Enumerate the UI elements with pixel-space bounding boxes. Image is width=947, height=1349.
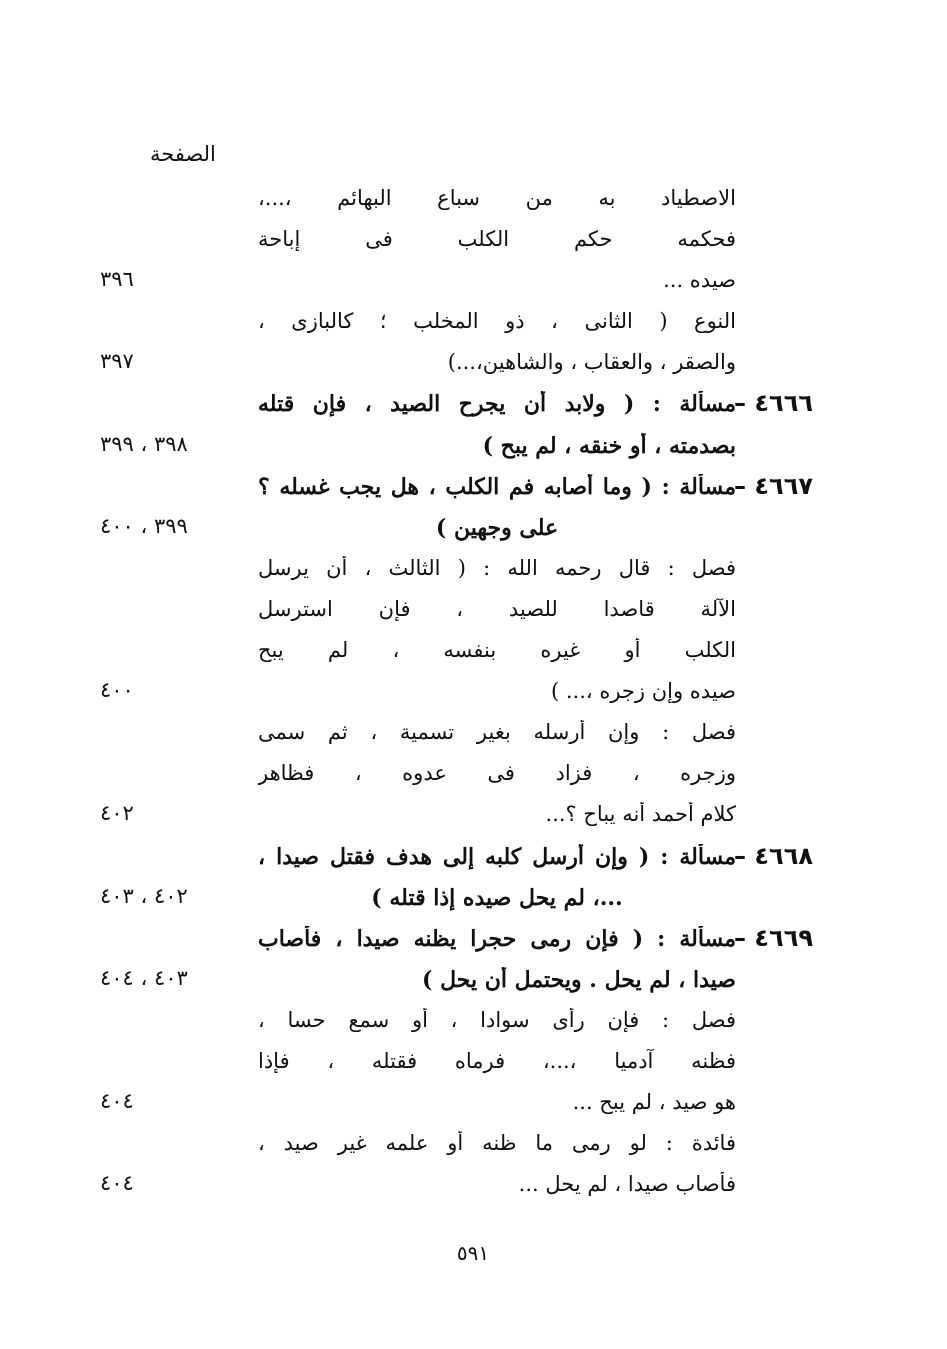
index-entries: [0, 182, 947, 1209]
entry-text: فظنه آدميا ،...، فرماه فقتله ، فإذا: [258, 1048, 736, 1073]
entry-text: فائدة : لو رمى ما ظنه أو علمه غير صيد ،: [258, 1131, 736, 1156]
entry-page-refs: ٣٩٧: [100, 349, 134, 374]
entry-text: فأصاب صيدا ، لم يحل ...: [518, 1172, 736, 1197]
entry-text: مسألة : ( وإن أرسل كلبه إلى هدف فقتل صيدا ،: [258, 843, 736, 870]
index-entry: [0, 346, 947, 387]
index-entry: [0, 552, 947, 593]
entry-text: الكلب أو غيره بنفسه ، لم يبح: [258, 638, 736, 663]
entry-text: صيدا ، لم يحل . ويحتمل أن يحل ): [422, 966, 736, 993]
index-entry: [0, 1086, 947, 1127]
entry-text: والصقر ، والعقاب ، والشاهين،...): [447, 350, 736, 375]
entry-page-refs: ٤٠٢: [100, 801, 134, 826]
entry-text: الآلة قاصدا للصيد ، فإن استرسل: [258, 596, 736, 621]
entry-page-refs: ٤٠٤: [100, 1089, 134, 1114]
entry-text: مسألة : ( فإن رمى حجرا يظنه صيدا ، فأصاب: [258, 925, 736, 952]
index-entry: [0, 223, 947, 264]
entry-text: النوع ( الثانى ، ذو المخلب ؛ كالبازى ،: [258, 309, 736, 334]
entry-text: ...، لم يحل صيده إذا قتله ): [371, 884, 623, 911]
index-entry: [0, 634, 947, 675]
entry-page-refs: ٣٩٩ ، ٤٠٠: [100, 513, 188, 538]
entry-text: صيده ...: [663, 268, 736, 293]
entry-text: على وجهين ): [435, 514, 559, 541]
index-entry: [0, 798, 947, 839]
index-entry: [0, 881, 947, 922]
index-entry: [0, 757, 947, 798]
index-entry: [0, 1045, 947, 1086]
page-column-label: الصفحة: [150, 142, 216, 166]
entry-text: وزجره ، فزاد فى عدوه ، فظاهر: [258, 761, 736, 786]
entry-page-refs: ٤٠٠: [100, 678, 134, 703]
index-entry: [0, 716, 947, 757]
index-entry: [0, 387, 947, 428]
index-entry: [0, 1004, 947, 1045]
index-entry: [0, 840, 947, 881]
entry-text: فصل : فإن رأى سوادا ، أو سمع حسا ،: [258, 1007, 736, 1032]
entry-page-refs: ٤٠٣ ، ٤٠٤: [100, 965, 188, 990]
entry-issue-number: ٤٦٦٨ –: [734, 841, 813, 870]
index-entry: [0, 429, 947, 470]
entry-text: بصدمته ، أو خنقه ، لم يبح ): [482, 432, 736, 459]
index-entry: [0, 511, 947, 552]
entry-page-refs: ٣٩٦: [100, 267, 134, 292]
index-entry: [0, 593, 947, 634]
entry-text: صيده وإن زجره ،... ): [550, 679, 736, 704]
index-entry: [0, 963, 947, 1004]
entry-page-refs: ٤٠٢ ، ٤٠٣: [100, 883, 188, 908]
page-number: ٥٩١: [456, 1241, 490, 1265]
index-entry: [0, 1127, 947, 1168]
index-entry: [0, 1168, 947, 1209]
entry-page-refs: ٣٩٨ ، ٣٩٩: [100, 431, 188, 456]
entry-text: مسألة : ( ولابد أن يجرح الصيد ، فإن قتله: [258, 391, 736, 418]
index-entry: [0, 305, 947, 346]
entry-issue-number: ٤٦٦٧ –: [734, 471, 813, 500]
entry-text: كلام أحمد أنه يباح ؟...: [545, 802, 736, 827]
index-entry: [0, 922, 947, 963]
entry-text: فصل : وإن أرسله بغير تسمية ، ثم سمى: [258, 720, 736, 745]
entry-text: الاصطياد به من سباع البهائم ،...،: [258, 186, 736, 210]
entry-text: فحكمه حكم الكلب فى إباحة: [258, 227, 736, 252]
entry-issue-number: ٤٦٦٩ –: [734, 923, 813, 952]
entry-text: مسألة : ( وما أصابه فم الكلب ، هل يجب غسله ؟: [258, 473, 736, 500]
entry-page-refs: ٤٠٤: [100, 1171, 134, 1196]
entry-text: فصل : قال رحمه الله : ( الثالث ، أن يرسل: [258, 555, 736, 580]
entry-issue-number: ٤٦٦٦ –: [734, 389, 813, 418]
entry-text: هو صيد ، لم يبح ...: [572, 1090, 736, 1115]
index-entry: [0, 182, 947, 223]
index-entry: [0, 675, 947, 716]
index-entry: [0, 470, 947, 511]
index-entry: [0, 264, 947, 305]
